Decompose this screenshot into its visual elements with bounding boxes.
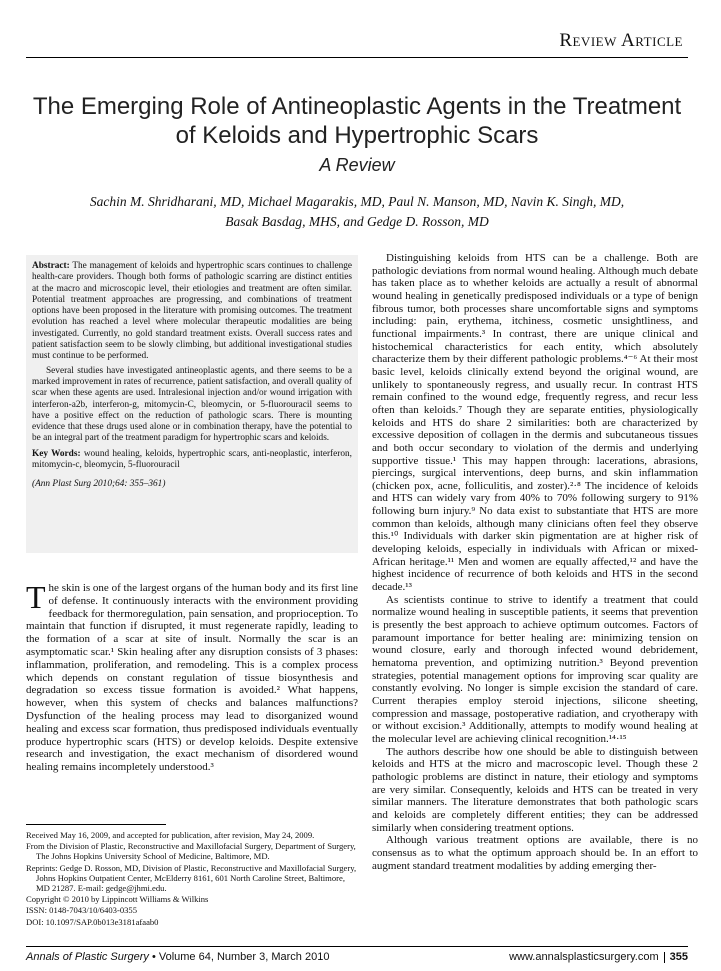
footer-rule — [26, 946, 688, 947]
abstract-box — [26, 255, 358, 553]
author-line-2: Basak Basdag, MHS, and Gedge D. Rosson, MD — [225, 214, 489, 229]
body-paragraph-4: Although various treatment options are available, there is no consensus as to what the optimum approach should be. In an effort to augment standard treatment modalities by adding emerging ther- — [372, 834, 698, 872]
footer-right — [509, 951, 688, 963]
page-number: 355 — [669, 951, 688, 963]
footer-separator — [664, 952, 665, 963]
body-paragraph-2: As scientists continue to strive to identify a treatment that could normalize wound healing in susceptible patients, it seems that prevention is presently the best approach to achieve optimum outcomes. Factors of paramount importance for better healing are: minimizing tension on wound closure, early and thorough infected wound debridement, hematoma prevention, and optimizing nutrition.³ Beyond prevention strategies, potential management options for improving scar quality are constantly evolving. No longer is simple excision the standard of care. Current therapies employ steroid injections, silicone sheeting, compression and massage, postoperative radiation, and cryotherapy with or without excision.³ Additionally, attempts to modify wound healing at the molecular level are achieving clinical recognition.¹⁴·¹⁵ — [372, 593, 698, 745]
footnote-copyright: Copyright © 2010 by Lippincott Williams & Wilkins — [26, 894, 209, 905]
footer-issue: • Volume 64, Number 3, March 2010 — [151, 951, 330, 963]
body-paragraph-3: The authors describe how one should be able to distinguish between keloids and HTS at the micro and macroscopic level. Though these 2 pathologic problems are distinct in nature, their etiology and symptoms are very similar. Consequently, keloids and HTS can be treated in very similar manners. The literature demonstrates that both pathologic scars and keloids are completely different entities; they can be addressed similarly when considering treatment options. — [372, 745, 698, 834]
citation: (Ann Plast Surg 2010;64: 355–361) — [32, 479, 166, 490]
keywords — [32, 449, 352, 472]
footer-journal-info — [26, 951, 329, 963]
footer-journal-name: Annals of Plastic Surgery — [26, 951, 149, 963]
intro-text: he skin is one of the largest organs of the human body and its first line of defense. It continuously interacts with the environment providing feedback for thermoregulation, pain sensation, and proprioception. To maintain that function if disrupted, it must regenerate rapidly, leading to the formation of a scar at site of insult. Normally the scar is an asymptomatic scar.¹ Skin healing after any disruption consists of 3 phases: inflammation, proliferation, and remodeling. This is a complex process which depends on constant regulation of tissue biosynthesis and degradation so excess tissue formation is avoided.² What happens, however, when this system of checks and balances malfunctions? Dysfunction of the healing process may lead to disorganized wound healing and excess scar formation, thus predisposed individuals eventually produce hypertrophic scars (HTS) or develop keloids. Despite extensive research and investigation, the exact mechanism of disordered wound healing remains incompletely understood.³ — [26, 582, 358, 774]
body-right-column — [372, 252, 698, 872]
abstract-label: Abstract: — [32, 261, 70, 271]
footnote-doi: DOI: 10.1097/SAP.0b013e3181afaab0 — [26, 916, 159, 927]
drop-cap: T — [26, 579, 46, 615]
article-subtitle: A Review — [319, 155, 395, 175]
body-paragraph-1: Distinguishing keloids from HTS can be a challenge. Both are pathologic deviations from normal wound healing. Although much debate has taken place as to whether keloids are actually a result of abnormal wound healing in genetically predisposed individuals or a type of benign fibrous tumor, both processes share uncomfortable signs and symptoms including: pain, erythema, itchiness, cosmetic unsightliness, and functional impairments.³ In contrast, there are unique clinical and histochemical characteristics for each entity, which absolutely characterize them by their different pathologic problems.⁴⁻⁶ At their most basic level, keloids clinically extend beyond the original wound, are unlikely to spontaneously regress, and usually recur. In contrast HTS remain confined to the wound edge, frequently regress, and recur less often than keloids.⁷ Though they are separate entities, physiologically keloids and HTS do share 2 similarities: both are characterized by excessive deposition of collagen in the dermis and subcutaneous tissues and both occur secondary to violation of the dermis and underlying supportive tissue.¹ This may happen through: lacerations, abrasions, piercings, surgical interventions, deep burns, and skin inflammation (chicken pox, acne, folliculitis, and zoster).²·⁸ The incidence of keloids and HTS can widely vary from 40% to 70% following surgery to 91% following burn injury.⁹ No data exist to substantiate that HTS are more common than keloids, although many clinicians often feel they observe this.¹⁰ Individuals with darker skin pigmentation are at higher risk of developing keloids, especially in individuals with African or mixed-African heritage.¹¹ Men and women are equally affected,¹² and have the highest incidence of recurrence of both keloids and HTS in the second decade.¹³ — [372, 252, 698, 594]
footnote-reprints: Reprints: Gedge D. Rosson, MD, Division of Plastic, Reconstructive and Maxillofacial Surgery, Johns Hopkins Outpatient Center, McElderry 8161, 601 North Caroline Street, Baltimore, MD 21287. E-mail: gedge@jhmi.edu. — [26, 862, 357, 894]
intro-section — [26, 579, 358, 774]
abstract-paragraph-2: Several studies have investigated antineoplastic agents, and there seems to be a marked improvement in rates of recurrence, patient satisfaction, and overall quality of scar when these agents are used. Intralesional injection and/or wound irrigation with interferon-a2b, interferon-g, mitomycin-C, bleomycin, or 5-fluorouracil seems to have a positive effect on the reduction of pathologic scars. There is mounting evidence that these drugs used alone or in combination therapy, have the potential to be an integral part of the treatment paradigm for hypertrophic scars and keloids. — [32, 365, 352, 444]
footnotes — [26, 830, 358, 928]
footnote-rule — [26, 824, 166, 825]
section-header: Review Article — [559, 30, 683, 51]
keywords-text: wound healing, keloids, hypertrophic scars, anti-neoplastic, interferon, mitomycin-c, bleomycin, 5-fluorouracil — [32, 448, 352, 471]
footnote-affiliation: From the Division of Plastic, Reconstructive and Maxillofacial Surgery, Department of Surgery, The Johns Hopkins University School of Medicine, Baltimore, MD. — [26, 841, 356, 862]
author-line-1: Sachin M. Shridharani, MD, Michael Magarakis, MD, Paul N. Manson, MD, Navin K. Singh, MD, — [89, 194, 625, 209]
footnote-issn: ISSN: 0148-7043/10/6403-0355 — [26, 905, 138, 916]
abstract-paragraph-1 — [32, 261, 352, 363]
author-list — [40, 192, 674, 232]
keywords-label: Key Words: — [32, 448, 81, 459]
footnote-received: Received May 16, 2009, and accepted for publication, after revision, May 24, 2009. — [26, 830, 315, 840]
article-title: The Emerging Role of Antineoplastic Agents in the Treatment of Keloids and Hypertrophic Scars — [32, 93, 682, 149]
footer-website[interactable]: www.annalsplasticsurgery.com — [509, 951, 659, 963]
abstract-text-1: The management of keloids and hypertrophic scars continues to challenge health-care providers. Though both forms of pathologic scarring are distinct entities at the macro and microscopic level, their etiologies and treatment are often similar. Potential treatment approaches are progressing, and combinations of treatment options have been proposed in the literature with promising outcomes. The treatment evolution has reached a level where molecular therapeutic modalities are being investigated. Currently, no gold standard treatment exists. Overall success rates and patient satisfaction seem to be slowly climbing, but additional investigational studies must continue to be performed. — [32, 261, 352, 362]
header-rule — [26, 57, 688, 58]
